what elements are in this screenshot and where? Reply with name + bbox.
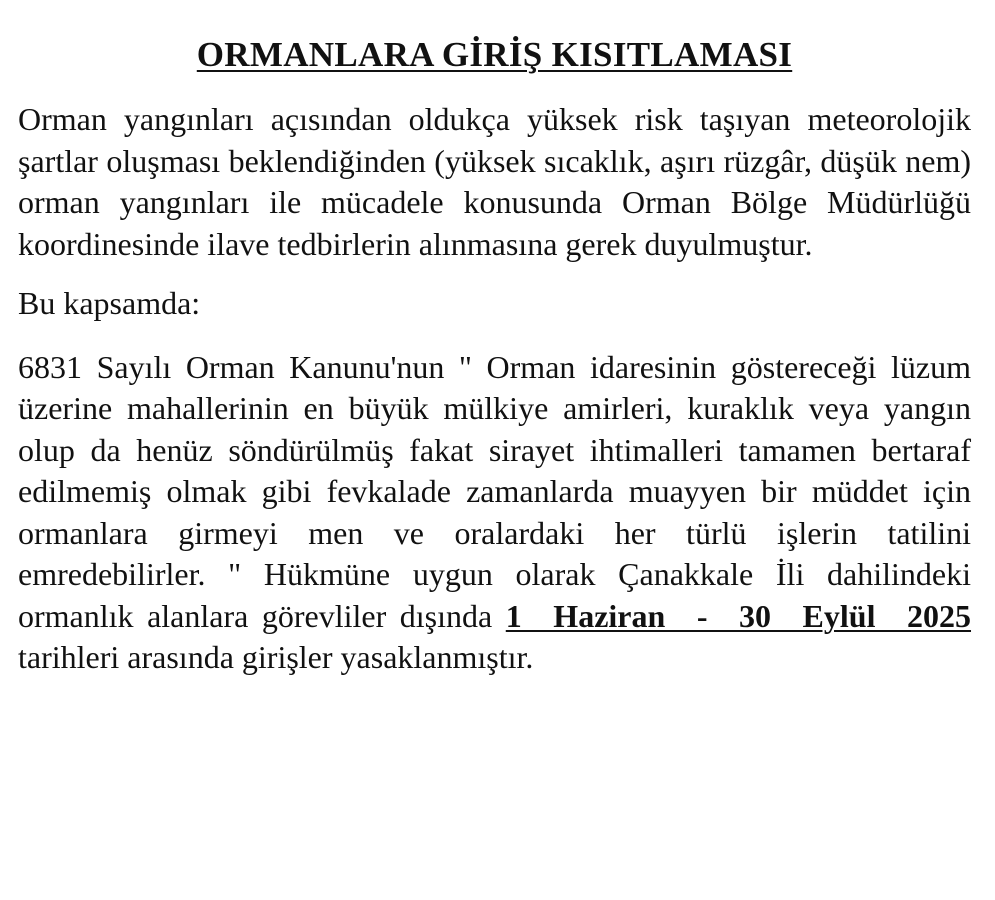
document-title (18, 30, 971, 80)
regulation-closing-text: tarihleri arasında girişler yasaklanmıştır. (18, 639, 534, 675)
scope-paragraph: Bu kapsamda: (18, 285, 201, 321)
date-range: 1 Haziran - 30 Eylül 2025 (505, 597, 972, 634)
regulation-paragraph (18, 347, 971, 679)
intro-paragraph: Orman yangınları açısından oldukça yüksek risk taşıyan meteorolojik şartlar oluşması beklendiğinden (yüksek sıcaklık, aşırı rüzgâr, düşük nem) orman yangınları ile mücadele konusunda Orman Bölge Müdürlüğü koordinesinde ilave tedbirlerin alınmasına gerek duyulmuştur. (18, 101, 971, 262)
document (18, 30, 971, 679)
regulation-text: 6831 Sayılı Orman Kanunu'nun " Orman idaresinin göstereceği lüzum üzerine mahallerinin en büyük mülkiye amirleri, kuraklık veya yangın olup da henüz söndürülmüş fakat sirayet ihtimalleri tamamen bertaraf edilmemiş olmak gibi fevkalade zamanlarda muayyen bir müddet için ormanlara girmeyi men ve oralardaki her türlü işlerin tatilini emredebilirler. " Hükmüne uygun olarak Çanakkale İli dahilindeki ormanlık alanlara görevliler dışında (18, 348, 971, 634)
document-title-text: ORMANLARA GİRİŞ KISITLAMASI (196, 35, 793, 74)
